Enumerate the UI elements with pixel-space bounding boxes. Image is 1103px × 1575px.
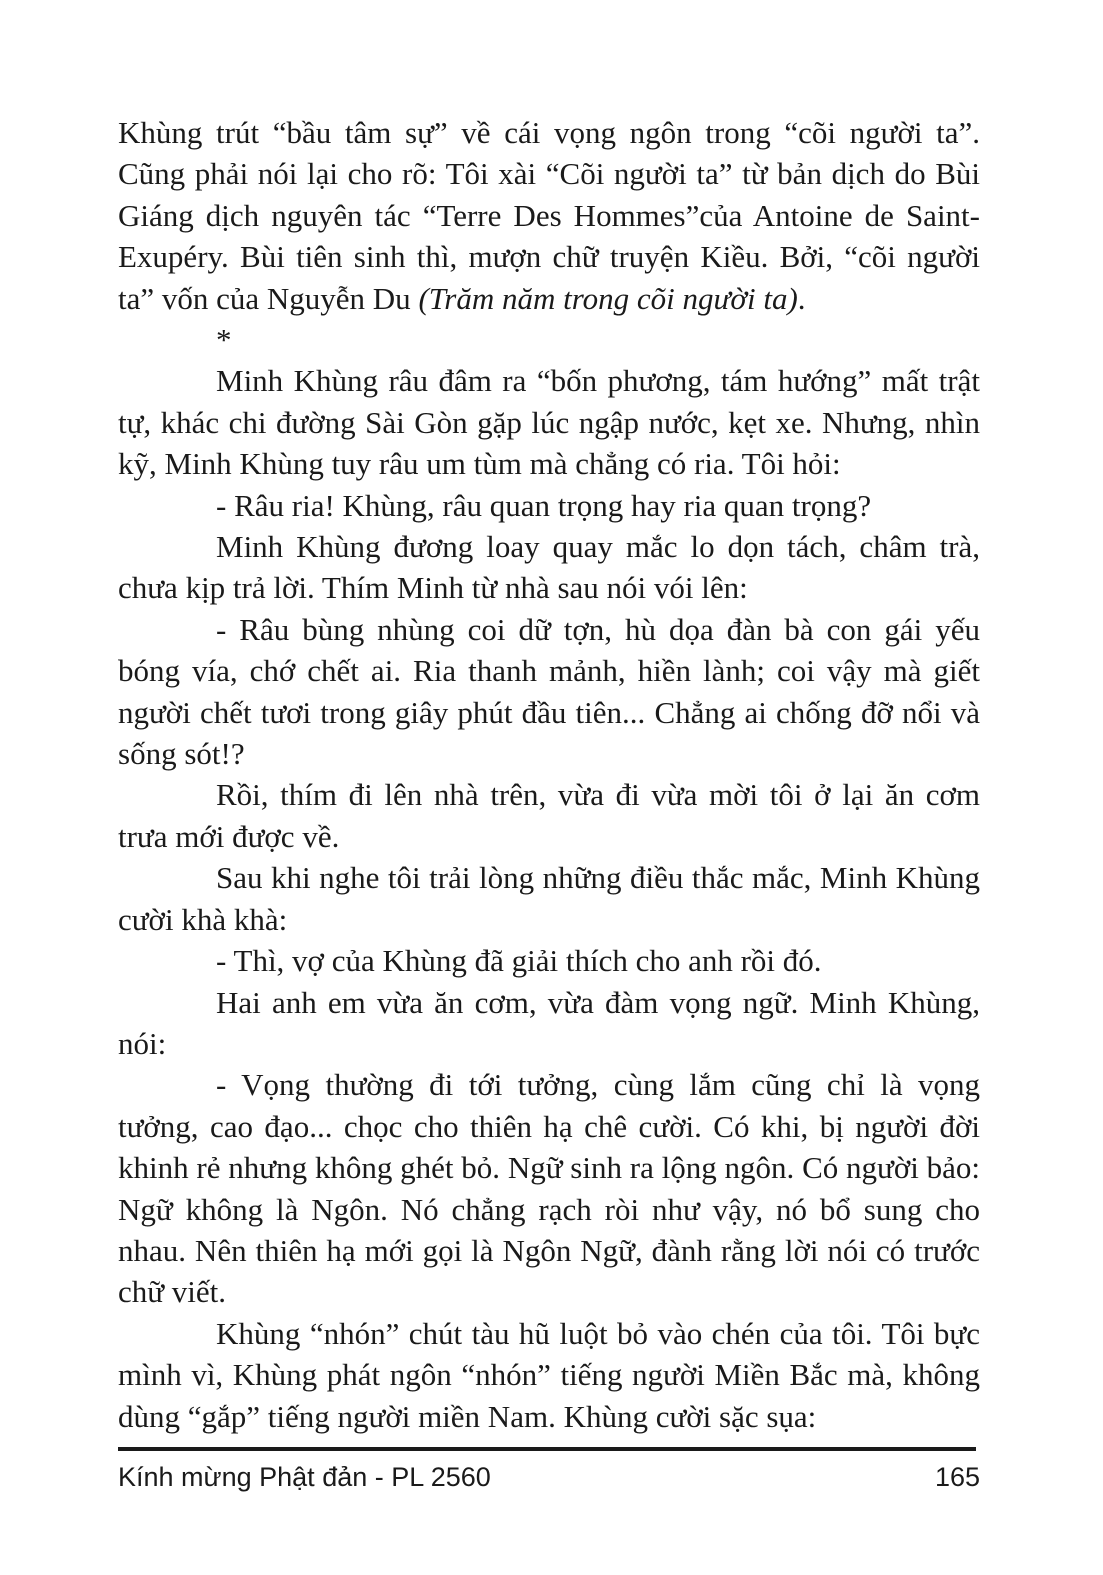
paragraph-text: Khùng trút “bầu tâm sự” về cái vọng ngôn trong “cõi người ta”. Cũng phải nói lại cho rõ: Tôi xài “Cõi người ta” từ bản dịch do Bùi Giáng dịch nguyên tác “Terre Des Hommes”của Antoine de Saint-Exupéry. Bùi tiên sinh thì, mượn chữ truyện Kiều. Bởi, “cõi người ta” vốn của Nguyễn Du <box>118 115 980 316</box>
paragraph: Sau khi nghe tôi trải lòng những điều thắc mắc, Minh Khùng cười khà khà: <box>118 860 980 937</box>
paragraph: Rồi, thím đi lên nhà trên, vừa đi vừa mời tôi ở lại ăn cơm trưa mới được về. <box>118 777 980 854</box>
page-footer <box>118 1459 980 1495</box>
paragraph <box>118 112 980 319</box>
dialogue-line: - Thì, vợ của Khùng đã giải thích cho anh rồi đó. <box>216 943 822 979</box>
italic-quote: (Trăm năm trong cõi người ta) <box>418 280 798 316</box>
running-title: Kính mừng Phật đản - PL 2560 <box>118 1462 491 1492</box>
section-separator: * <box>216 322 232 358</box>
paragraph: Khùng “nhón” chút tàu hũ luột bỏ vào chén của tôi. Tôi bực mình vì, Khùng phát ngôn “nhón” tiếng người Miền Bắc mà, không dùng “gắp” tiếng người miền Nam. Khùng cười sặc sụa: <box>118 1315 980 1434</box>
dialogue-line: - Râu ria! Khùng, râu quan trọng hay ria quan trọng? <box>216 487 872 523</box>
paragraph-end: . <box>797 280 806 316</box>
dialogue-line: - Râu bùng nhùng coi dữ tợn, hù dọa đàn bà con gái yếu bóng vía, chớ chết ai. Ria thanh mảnh, hiền lành; coi vậy mà giết người chết tươi trong giây phút đầu tiên... Chẳng ai chống đỡ nổi và sống sót!? <box>118 611 980 772</box>
dialogue-line: - Vọng thường đi tới tưởng, cùng lắm cũng chỉ là vọng tưởng, cao đạo... chọc cho thiên hạ chê cười. Có khi, bị người đời khinh rẻ nhưng không ghét bỏ. Ngữ sinh ra lộng ngôn. Có người bảo: Ngữ không là Ngôn. Nó chẳng rạch ròi như vậy, nó bổ sung cho nhau. Nên thiên hạ mới gọi là Ngôn Ngữ, đành rằng lời nói có trước chữ viết. <box>118 1067 980 1310</box>
paragraph: Minh Khùng râu đâm ra “bốn phương, tám hướng” mất trật tự, khác chi đường Sài Gòn gặp lúc ngập nước, kẹt xe. Nhưng, nhìn kỹ, Minh Khùng tuy râu um tùm mà chẳng có ria. Tôi hỏi: <box>118 363 980 482</box>
page-number: 165 <box>934 1462 980 1492</box>
footer-rule <box>118 1447 976 1451</box>
paragraph: Minh Khùng đương loay quay mắc lo dọn tách, châm trà, chưa kịp trả lời. Thím Minh từ nhà sau nói vói lên: <box>118 529 980 606</box>
page-body <box>118 112 980 1437</box>
paragraph: Hai anh em vừa ăn cơm, vừa đàm vọng ngữ. Minh Khùng, nói: <box>118 984 980 1061</box>
